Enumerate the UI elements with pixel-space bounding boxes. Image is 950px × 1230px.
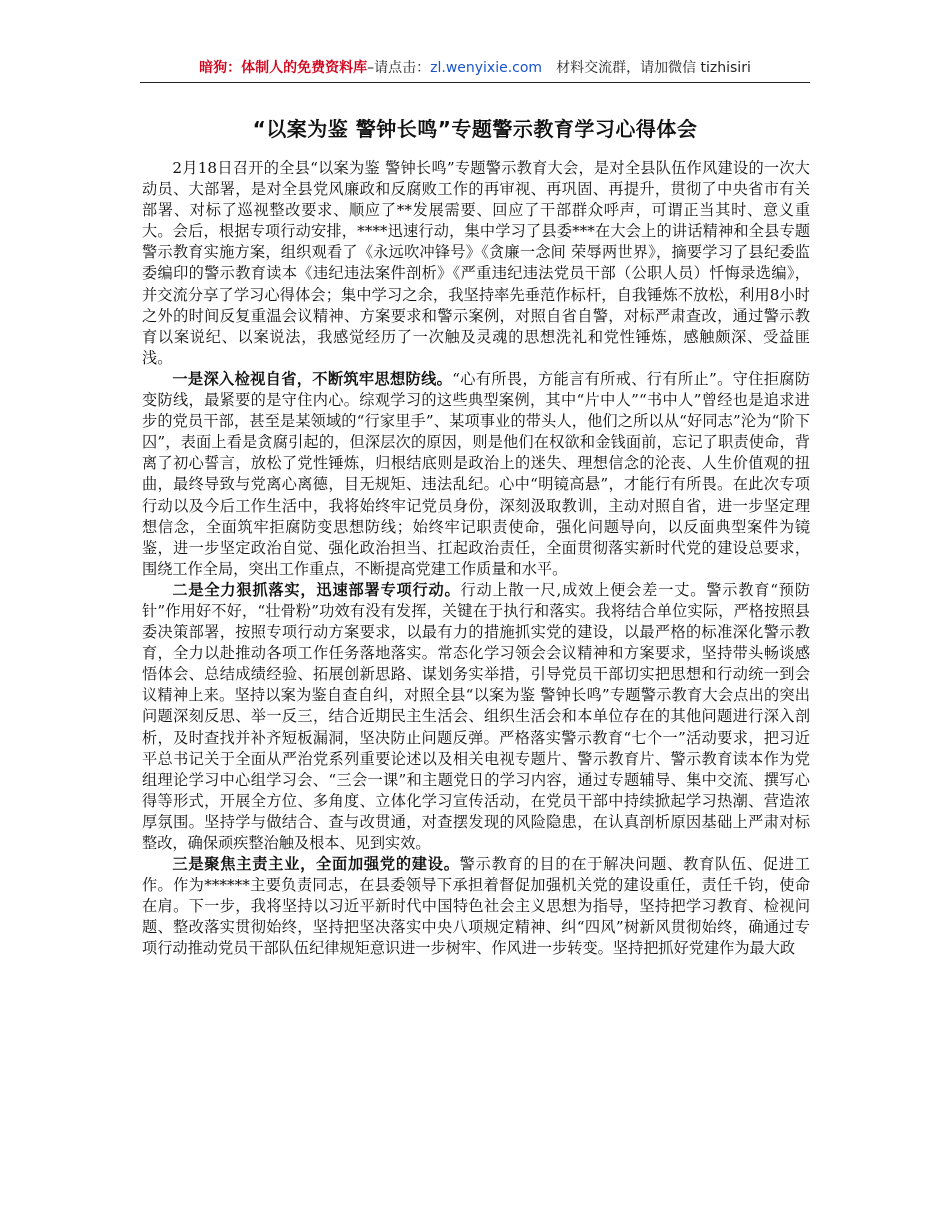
banner-link[interactable]: zl.wenyixie.com bbox=[430, 60, 543, 76]
section-body-1: “心有所畏，方能言有所戒、行有所止”。守住拒腐防变防线，最紧要的是守住内心。综观学习的这些典型案例，其中“片中人”“书中人”曾经也是追求进步的党员干部，甚至是某领域的“行家里手”、某项事业的带头人，他们之所以从“好同志”沦为“阶下囚”，表面上看是贪腐引起的，但深层次的原因，则是他们在权欲和金钱面前，忘记了职责使命，背离了初心誓言，放松了党性锤炼，归根结底则是政治上的迷失、理想信念的沦丧、人生价值观的扭曲，最终导致与党离心离德，目无规矩、违法乱纪。心中“明镜高悬”，才能行有所畏。在此次专项行动以及今后工作生活中，我将始终牢记党员身份，深刻汲取教训，主动对照自省，进一步坚定理想信念，全面筑牢拒腐防变思想防线；始终牢记职责使命，强化问题导向，以反面典型案件为镜鉴，进一步坚定政治自觉、强化政治担当、扛起政治责任，全面贯彻落实新时代党的建设总要求，围绕工作全局，突出工作重点，不断提高党建工作质量和水平。 bbox=[142, 369, 811, 578]
intro-paragraph: 2月18日召开的全县“以案为鉴 警钟长鸣”专题警示教育大会，是对全县队伍作风建设的一次大动员、大部署，是对全县党风廉政和反腐败工作的再审视、再巩固、再提升，贯彻了中央省市有关部署、对标了巡视整改要求、顺应了**发展需要、回应了干部群众呼声，可谓正当其时、意义重大。会后，根据专项行动安排，****迅速行动，集中学习了县委***在大会上的讲话精神和全县专题警示教育实施方案，组织观看了《永远吹冲锋号》《贪廉一念间 荣辱两世界》，摘要学习了县纪委监委编印的警示教育读本《违纪违法案件剖析》《严重违纪违法党员干部（公职人员）忏悔录选编》，并交流分享了学习心得体会；集中学习之余，我坚持率先垂范作标杆，自我锤炼不放松，利用8小时之外的时间反复重温会议精神、方案要求和警示案例，对照自省自警，对标严肃查改，通过警示教育以案说纪、以案说法，我感觉经历了一次触及灵魂的思想洗礼和党性锤炼，感触颇深、受益匪浅。 bbox=[142, 159, 810, 367]
section-paragraph-3 bbox=[142, 854, 810, 959]
document-body bbox=[142, 158, 810, 960]
section-body-3: 警示教育的目的在于解决问题、教育队伍、促进工作。作为******主要负责同志，在县委领导下承担着督促加强机关党的建设重任，责任千钧，使命在肩。下一步，我将坚持以习近平新时代中国特色社会主义思想为指导，坚持把学习教育、检视问题、整改落实贯彻始终，坚持把坚决落实中央八项规定精神、纠“四风”树新风贯彻始终，确通过专项行动推动党员干部队伍纪律规矩意识进一步树牢、作风进一步转变。坚持把抓好党建作为最大政 bbox=[142, 855, 811, 958]
banner-group-contact: 材料交流群，请加微信 tizhisiri bbox=[556, 60, 751, 76]
section-body-2: 行动上散一尺,成效上便会差一丈。警示教育“预防针”作用好不好，“壮骨粉”功效有没有发挥，关键在于执行和落实。我将结合单位实际，严格按照县委决策部署，按照专项行动方案要求，以最有力的措施抓实党的建设，以最严格的标准深化警示教育，全力以赴推动各项工作任务落地落实。常态化学习领会会议精神和方案要求，坚持带头畅谈感悟体会、总结成绩经验、拓展创新思路、谋划务实举措，引导党员干部切实把思想和行动统一到会议精神上来。坚持以案为鉴自查自纠，对照全县“以案为鉴 警钟长鸣”专题警示教育大会点出的突出问题深刻反思、举一反三，结合近期民主生活会、组织生活会和本单位存在的其他问题进行深入剖析，及时查找并补齐短板漏洞，坚决防止问题反弹。严格落实警示教育“七个一”活动要求，把习近平总书记关于全面从严治党系列重要论述以及相关电视专题片、警示教育片、警示教育读本作为党组理论学习中心组学习会、“三会一课”和主题党日的学习内容，通过专题辅导、集中交流、撰写心得等形式，开展全方位、多角度、立体化学习宣传活动，在党员干部中持续掀起学习热潮、营造浓厚氛围。坚持学与做结合、查与改贯通，对查摆发现的风险隐患，在认真剖析原因基础上严肃对标整改，确保顽疾整治触及根本、见到实效。 bbox=[142, 580, 811, 852]
source-banner bbox=[140, 56, 810, 83]
section-paragraph-2 bbox=[142, 580, 810, 854]
banner-brand: 暗狗：体制人的免费资料库 bbox=[199, 60, 368, 76]
section-paragraph-1 bbox=[142, 369, 810, 580]
document-title: “以案为鉴 警钟长鸣”专题警示教育学习心得体会 bbox=[252, 117, 698, 141]
section-heading-3: 三是聚焦主责主业，全面加强党的建设。 bbox=[172, 855, 460, 874]
banner-prompt: –请点击： bbox=[367, 60, 431, 76]
section-heading-2: 二是全力狠抓落实，迅速部署专项行动。 bbox=[172, 580, 461, 599]
section-heading-1: 一是深入检视自省，不断筑牢思想防线。 bbox=[172, 369, 453, 388]
